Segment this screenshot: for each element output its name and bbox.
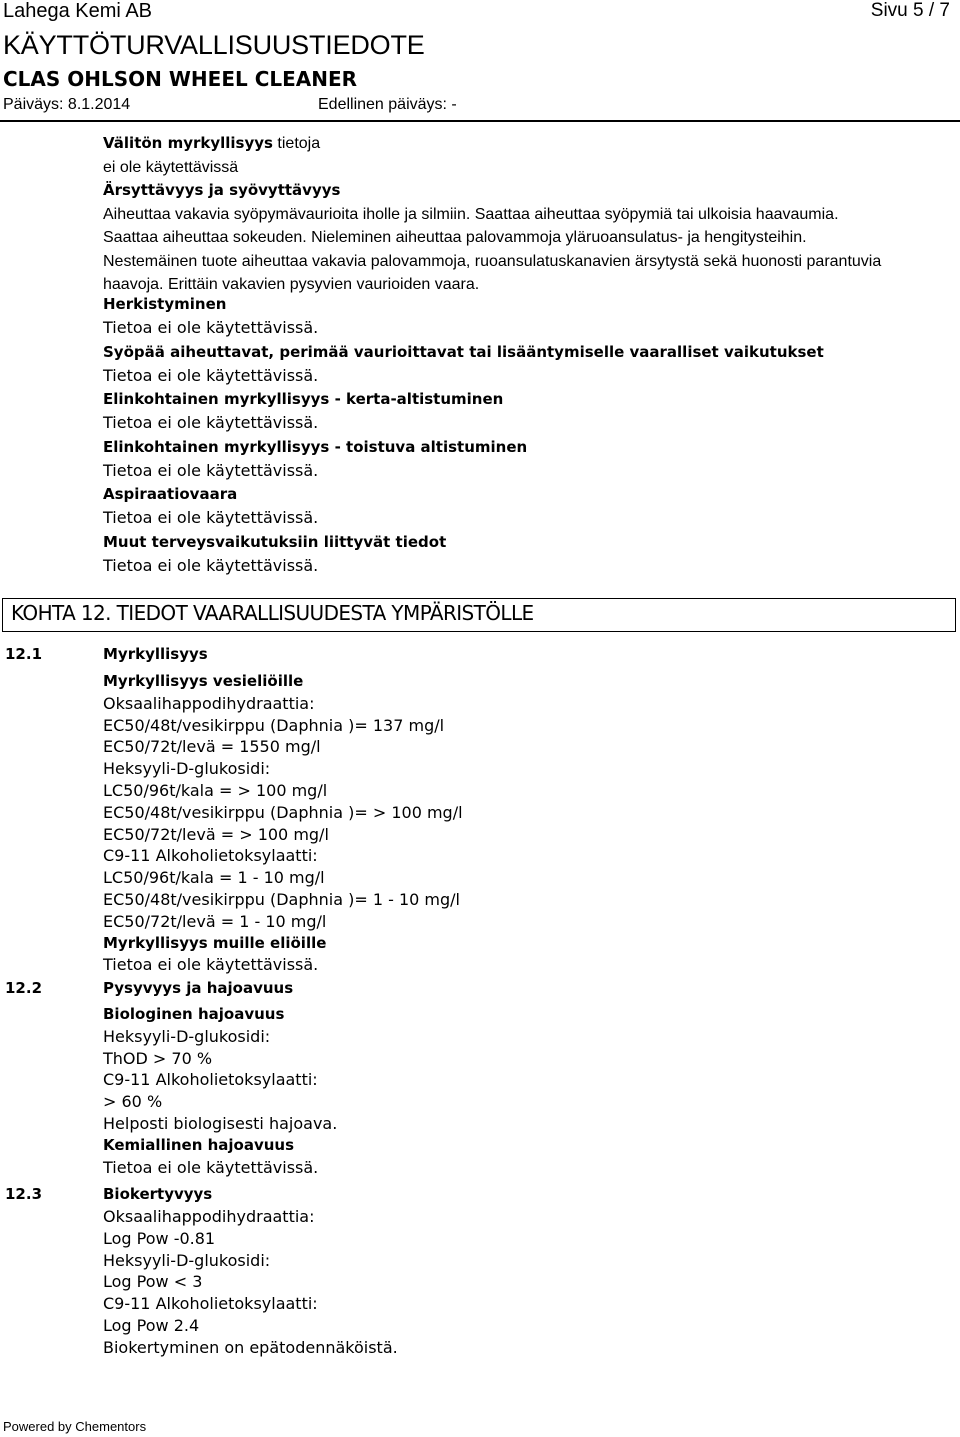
list-item-title: Aspiraatiovaara	[103, 485, 238, 504]
company-name: Lahega Kemi AB	[3, 0, 152, 22]
row-text: EC50/48t/vesikirppu (Daphnia )= > 100 mg/l	[103, 802, 463, 822]
row-text: Log Pow -0.81	[103, 1228, 216, 1248]
row-text: EC50/72t/levä = 1550 mg/l	[103, 737, 321, 757]
row-text: Heksyyli-D-glukosidi:	[103, 759, 271, 779]
row-text: Log Pow < 3	[103, 1272, 203, 1292]
row-text: EC50/48t/vesikirppu (Daphnia )= 1 - 10 mg/l	[103, 889, 460, 909]
degradability-rows	[103, 1004, 337, 1178]
subsection-number: 12.3	[5, 1185, 43, 1203]
row-text: Oksaalihappodihydraattia:	[103, 693, 315, 713]
row-text: > 60 %	[103, 1092, 163, 1112]
row-text: LC50/96t/kala = > 100 mg/l	[103, 780, 328, 800]
section-heading-box	[2, 598, 956, 632]
hazard-list	[103, 292, 824, 578]
acute-toxicity-title: Välitön myrkyllisyys	[103, 134, 273, 152]
irritation-line: Aiheuttaa vakavia syöpymävaurioita iholle ja silmiin. Saattaa aiheuttaa syöpymiä tai ulkoisia haavaumia.	[103, 205, 839, 223]
acute-toxicity-heading	[103, 132, 953, 156]
list-item-title: Elinkohtainen myrkyllisyys - kerta-altistuminen	[103, 390, 504, 409]
list-item-title: Elinkohtainen myrkyllisyys - toistuva altistuminen	[103, 437, 528, 456]
document-date: Päiväys: 8.1.2014	[3, 96, 131, 113]
row-text: Tietoa ei ole käytettävissä.	[103, 955, 319, 975]
row-text: C9-11 Alkoholietoksylaatti:	[103, 1070, 318, 1090]
row-text: EC50/72t/levä = > 100 mg/l	[103, 824, 329, 844]
acute-toxicity-suffix: tietoja	[272, 135, 321, 152]
list-item-title: Syöpää aiheuttavat, perimää vaurioittavat tai lisääntymiselle vaaralliset vaikutukset	[103, 342, 824, 361]
irritation-line: Saattaa aiheuttaa sokeuden. Nieleminen aiheuttaa palovammoja yläruoansulatus- ja hengitysteihin.	[103, 229, 807, 246]
subsection-number: 12.1	[5, 645, 43, 663]
list-item-text: Tietoa ei ole käytettävissä.	[103, 508, 319, 528]
section-title: KOHTA 12. TIEDOT VAARALLISUUDESTA YMPÄRISTÖLLE	[11, 601, 534, 625]
row-heading: Myrkyllisyys muille eliöille	[103, 933, 327, 952]
row-text: Helposti biologisesti hajoava.	[103, 1113, 338, 1133]
list-item-text: Tietoa ei ole käytettävissä.	[103, 460, 319, 480]
subsection-title: Biokertyvyys	[103, 1185, 213, 1203]
list-item-text: Tietoa ei ole käytettävissä.	[103, 555, 319, 575]
row-heading: Biologinen hajoavuus	[103, 1005, 285, 1023]
list-item-text: Tietoa ei ole käytettävissä.	[103, 318, 319, 337]
subsection-title: Pysyvyys ja hajoavuus	[103, 979, 294, 997]
row-text: Heksyyli-D-glukosidi:	[103, 1250, 271, 1270]
row-text: Oksaalihappodihydraattia:	[103, 1207, 315, 1226]
row-text: Log Pow 2.4	[103, 1315, 200, 1335]
irritation-line: haavoja. Erittäin vakavien pysyvien vaurioiden vaara.	[103, 276, 480, 293]
list-item-title: Muut terveysvaikutuksiin liittyvät tiedot	[103, 532, 447, 551]
list-item-title: Herkistyminen	[103, 295, 227, 313]
subsection-number: 12.2	[5, 979, 43, 997]
row-text: Tietoa ei ole käytettävissä.	[103, 1157, 319, 1177]
header-divider	[0, 120, 960, 122]
footer-credit: Powered by Chementors	[3, 1419, 147, 1434]
irritation-line: Nestemäinen tuote aiheuttaa vakavia palovammoja, ruoansulatuskanavien ärsytystä sekä huonosti parantuvia	[103, 252, 882, 270]
irritation-title: Ärsyttävyys ja syövyttävyys	[103, 181, 341, 199]
row-text: C9-11 Alkoholietoksylaatti:	[103, 846, 318, 866]
bioaccumulation-rows	[103, 1206, 398, 1359]
row-text: Biokertyminen on epätodennäköistä.	[103, 1337, 398, 1357]
toxicity-rows	[103, 671, 463, 976]
toxicology-block	[103, 132, 953, 297]
row-text: EC50/48t/vesikirppu (Daphnia )= 137 mg/l	[103, 715, 445, 735]
row-text: EC50/72t/levä = 1 - 10 mg/l	[103, 911, 327, 931]
product-name: CLAS OHLSON WHEEL CLEANER	[3, 67, 358, 91]
row-heading: Kemiallinen hajoavuus	[103, 1135, 295, 1154]
document-title: KÄYTTÖTURVALLISUUSTIEDOTE	[3, 30, 425, 60]
row-text: Heksyyli-D-glukosidi:	[103, 1026, 271, 1046]
list-item-text: Tietoa ei ole käytettävissä.	[103, 413, 319, 433]
acute-toxicity-text: ei ole käytettävissä	[103, 158, 239, 176]
subsection-title: Myrkyllisyys	[103, 645, 208, 663]
row-text: LC50/96t/kala = 1 - 10 mg/l	[103, 868, 325, 888]
row-text: C9-11 Alkoholietoksylaatti:	[103, 1294, 318, 1314]
previous-date: Edellinen päiväys: -	[318, 96, 457, 113]
row-text: ThOD > 70 %	[103, 1048, 213, 1068]
row-heading: Myrkyllisyys vesieliöille	[103, 672, 304, 690]
page-number: Sivu 5 / 7	[870, 0, 950, 21]
list-item-text: Tietoa ei ole käytettävissä.	[103, 365, 319, 385]
